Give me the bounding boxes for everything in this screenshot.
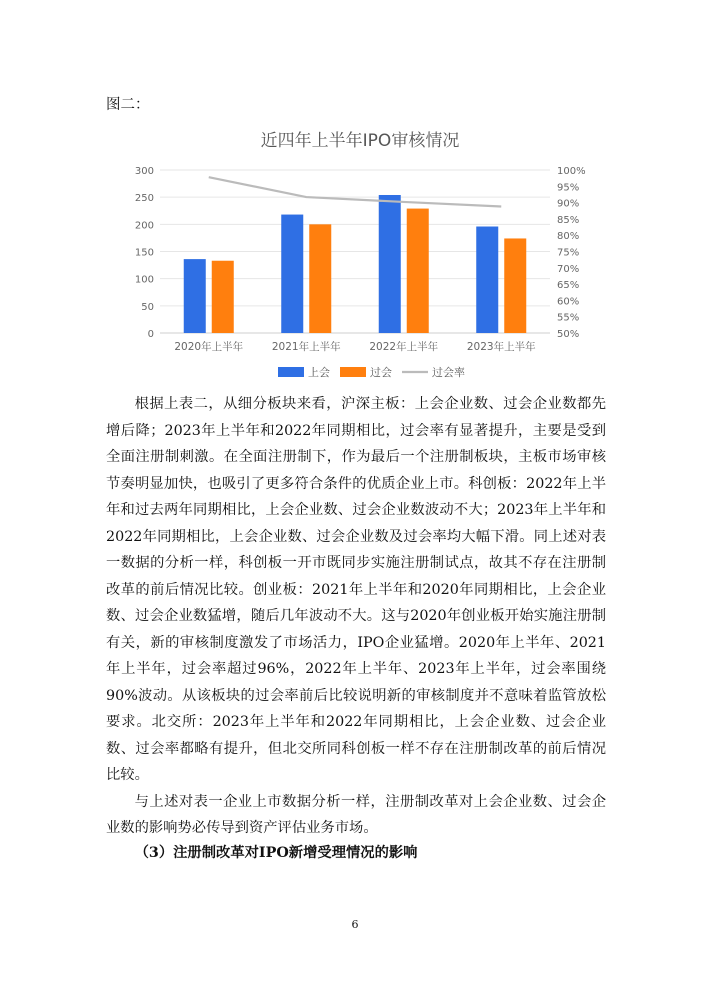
- x-axis-tick-label: 2021年上半年: [271, 341, 341, 353]
- pass-rate-line: [209, 177, 502, 206]
- right-axis-tick-label: 70%: [557, 263, 580, 275]
- right-axis-tick-label: 65%: [557, 280, 580, 292]
- left-axis-tick-label: 250: [134, 193, 154, 205]
- left-axis-tick-label: 200: [134, 220, 154, 232]
- x-axis-tick-label: 2022年上半年: [369, 341, 439, 353]
- right-axis-tick-label: 100%: [557, 166, 586, 177]
- legend-label: 过会率: [432, 366, 465, 379]
- figure-label: 图二：: [106, 97, 150, 113]
- legend-label: 上会: [308, 366, 330, 379]
- bar-guohui: [504, 238, 526, 333]
- left-axis-tick-label: 50: [141, 301, 154, 313]
- bar-shanghui: [184, 259, 206, 333]
- chart-title: 近四年上半年IPO审核情况: [260, 131, 460, 151]
- right-axis-tick-label: 95%: [557, 182, 580, 194]
- bar-guohui: [407, 209, 429, 333]
- right-axis-tick-label: 55%: [557, 312, 580, 324]
- section-heading: （3）注册制改革对IPO新增受理情况的影响: [134, 845, 418, 861]
- chart-canvas: [130, 120, 590, 390]
- body-text: [106, 391, 606, 842]
- bar-guohui: [212, 261, 234, 333]
- page-number: 6: [351, 918, 359, 931]
- right-axis-tick-label: 75%: [557, 247, 580, 259]
- legend-swatch: [278, 367, 304, 377]
- bar-shanghui: [379, 195, 401, 333]
- right-axis-tick-label: 50%: [557, 329, 580, 340]
- right-axis-tick-label: 60%: [557, 296, 580, 308]
- legend-label: 过会: [370, 366, 392, 379]
- x-axis-tick-label: 2020年上半年: [174, 341, 244, 353]
- legend-swatch: [340, 367, 366, 377]
- bar-shanghui: [476, 227, 498, 333]
- ipo-review-chart: [130, 120, 590, 390]
- paragraph-analysis: 根据上表二，从细分板块来看，沪深主板：上会企业数、过会企业数都先增后降；2023年上半年和2022年同期相比，过会率有显著提升，主要是受到全面注册制刺激。在全面注册制下，作为最后一个注册制板块，主板市场审核节奏明显加快，也吸引了更多符合条件的优质企业上市。科创板：2022年上半年和过去两年同期相比，上会企业数、过会企业数波动不大；2023年上半年和2022年同期相比，上会企业数、过会企业数及过会率均大幅下滑。同上述对表一数据的分析一样，科创板一开市既同步实施注册制试点，故其不存在注册制改革的前后情况比较。创业板：2021年上半年和2020年同期相比，上会企业数、过会企业数猛增，随后几年波动不大。这与2020年创业板开始实施注册制有关，新的审核制度激发了市场活力，IPO企业猛增。2020年上半年、2021年上半年，过会率超过96%，2022年上半年、2023年上半年，过会率围绕90%波动。从该板块的过会率前后比较说明新的审核制度并不意味着监管放松要求。北交所：2023年上半年和2022年同期相比，上会企业数、过会企业数、过会率都略有提升，但北交所同科创板一样不存在注册制改革的前后情况比较。: [106, 396, 606, 783]
- left-axis-tick-label: 0: [147, 329, 154, 340]
- left-axis-tick-label: 100: [134, 274, 154, 286]
- right-axis-tick-label: 80%: [557, 231, 580, 243]
- paragraph-conclusion: 与上述对表一企业上市数据分析一样，注册制改革对上会企业数、过会企业数的影响势必传导到资产评估业务市场。: [106, 793, 606, 836]
- right-axis-tick-label: 85%: [557, 214, 580, 226]
- bar-guohui: [309, 224, 331, 333]
- left-axis-tick-label: 300: [134, 166, 154, 177]
- right-axis-tick-label: 90%: [557, 198, 580, 210]
- bar-shanghui: [281, 215, 303, 333]
- x-axis-tick-label: 2023年上半年: [466, 341, 536, 353]
- left-axis-tick-label: 150: [134, 247, 154, 259]
